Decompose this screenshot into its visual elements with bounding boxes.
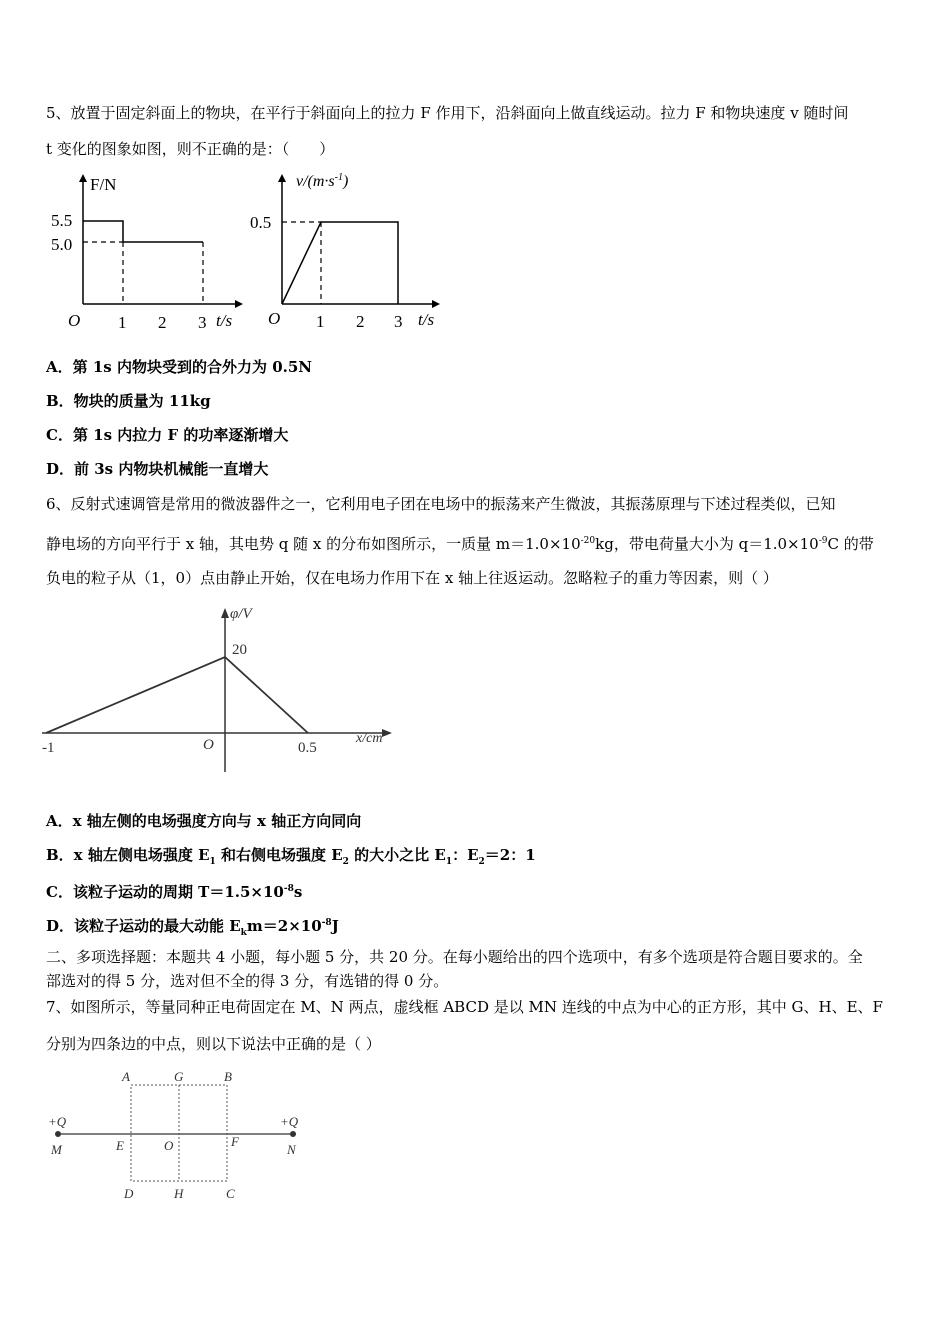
v-x-label: t/s	[418, 310, 435, 329]
label-d: D	[124, 1186, 134, 1201]
q6-option-c: C．该粒子运动的周期 $T=1.5\times 10^{-8}s$	[46, 883, 303, 901]
q5-option-c: C．第 1s 内拉力 F 的功率逐渐增大	[46, 426, 289, 444]
f-tick-low: 5.0	[51, 235, 73, 254]
f-tick-1: 1	[118, 313, 127, 332]
label-o: O	[164, 1138, 174, 1153]
label-g: G	[174, 1069, 184, 1084]
label-charge-right: +Q	[280, 1114, 299, 1129]
q7-line1: 7、如图所示，等量同种正电荷固定在 M、N 两点，虚线框 ABCD 是以 MN 连线的中点为中心的正方形，其中 G、H、E、F	[46, 998, 883, 1016]
label-h: H	[174, 1186, 184, 1201]
f-tick-2: 2	[158, 313, 167, 332]
q5-force-graph	[46, 168, 246, 336]
q6-option-b: B．x 轴左侧电场强度 $E_1$ 和右侧电场强度 $E_2$ 的大小之比 $E_1$：$E_2=2$：1	[46, 846, 536, 867]
phi-left-label: -1	[42, 740, 55, 756]
q5-option-a: A．第 1s 内物块受到的合外力为 0.5N	[46, 358, 312, 376]
q7-line2: 分别为四条边的中点，则以下说法中正确的是（ ）	[46, 1035, 381, 1053]
phi-origin: O	[203, 737, 214, 753]
phi-right-label: 0.5	[298, 740, 317, 756]
q6-option-a: A．x 轴左侧的电场强度方向与 x 轴正方向同向	[46, 812, 362, 830]
phi-peak-label: 20	[232, 642, 247, 658]
v-tick-3: 3	[394, 312, 403, 331]
label-c: C	[226, 1186, 235, 1201]
q6-line1: 6、反射式速调管是常用的微波器件之一，它利用电子团在电场中的振荡来产生微波，其振荡原理与下述过程类似，已知	[46, 495, 836, 513]
phi-x-label: x/cm	[356, 731, 383, 746]
section2-line1: 二、多项选择题：本题共 4 小题，每小题 5 分，共 20 分。在每小题给出的四个选项中，有多个选项是符合题目要求的。全	[46, 948, 863, 966]
section2-line2: 部选对的得 5 分，选对但不全的得 3 分，有选错的得 0 分。	[46, 972, 449, 990]
f-x-label: t/s	[216, 311, 233, 330]
q6-line2: 静电场的方向平行于 x 轴，其电势 q 随 x 的分布如图所示，一质量 $m=1.0\times 10^{-20}kg$，带电荷量大小为 $q=1.0\times 10^{-9}C$ 的带	[46, 535, 874, 553]
label-n: N	[287, 1142, 296, 1157]
q5-option-b: B．物块的质量为 11kg	[46, 392, 211, 410]
f-origin: O	[68, 311, 81, 330]
v-tick-1: 1	[316, 312, 325, 331]
phi-axis-label: φ/V	[230, 606, 252, 622]
label-charge-left: +Q	[48, 1114, 67, 1129]
label-a: A	[122, 1069, 130, 1084]
label-f: F	[231, 1134, 239, 1149]
v-tick-2: 2	[356, 312, 365, 331]
label-e: E	[116, 1138, 124, 1153]
v-origin: O	[268, 309, 281, 328]
f-tick-3: 3	[198, 313, 207, 332]
q6-line3: 负电的粒子从（1，0）点由静止开始，仅在电场力作用下在 x 轴上往返运动。忽略粒子的重力等因素，则（ ）	[46, 569, 778, 587]
q7-square-diagram	[40, 1062, 320, 1208]
q5-line1: 5、放置于固定斜面上的物块，在平行于斜面向上的拉力 F 作用下，沿斜面向上做直线运动。拉力 F 和物块速度 v 随时间	[46, 104, 849, 122]
q6-option-d: D．该粒子运动的最大动能 $E_km=2\times 10^{-8}J$	[46, 917, 339, 938]
q5-line2: t 变化的图象如图，则不正确的是：（ ）	[46, 140, 335, 158]
v-axis-label: $v/(m\cdot s^{-1})$	[296, 172, 349, 190]
label-m: M	[51, 1142, 62, 1157]
q5-velocity-graph	[244, 165, 449, 337]
q5-option-d: D．前 3s 内物块机械能一直增大	[46, 460, 269, 478]
f-axis-label: F/N	[90, 175, 117, 194]
f-tick-high: 5.5	[51, 211, 73, 230]
v-tick: 0.5	[250, 213, 272, 232]
label-b: B	[224, 1069, 232, 1084]
q6-potential-graph	[40, 600, 400, 778]
